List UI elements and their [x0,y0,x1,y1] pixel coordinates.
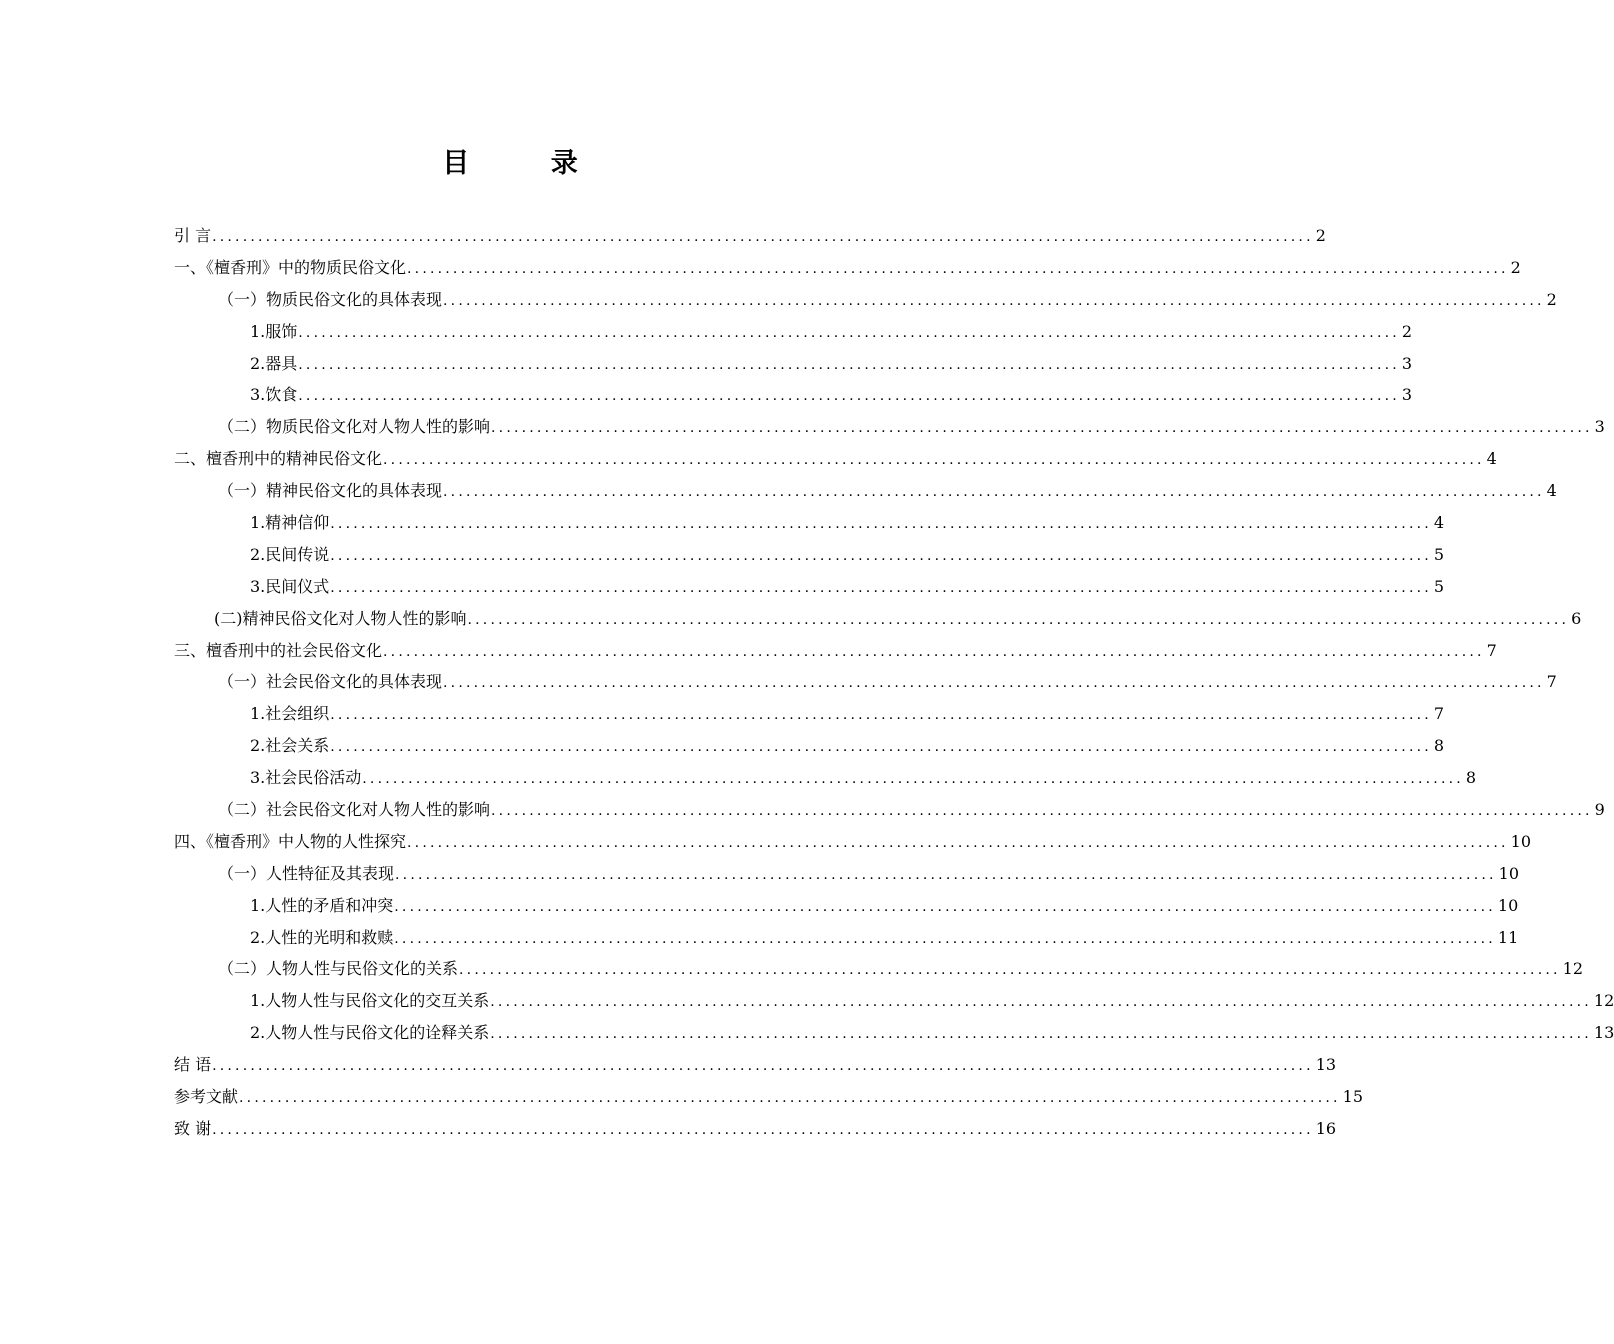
toc-entry-page-number: 8 [1465,768,1477,788]
toc-dot-leader: ................................................................................................................................................ [330,547,1432,564]
toc-entry-page-number: 3 [1401,385,1413,405]
toc-entry[interactable] [174,1081,1364,1113]
toc-entry-label: 1.服饰 [250,321,298,341]
toc-dot-leader: ................................................................................................................................................ [407,260,1509,277]
toc-entry-page-number: 2 [1546,289,1557,309]
toc-entry-label: （二）人物人性与民俗文化的关系 [218,959,459,979]
toc-entry-label: 一、《檀香刑》中的物质民俗文化 [174,257,407,277]
toc-entry-label: （二）社会民俗文化对人物人性的影响 [218,800,491,820]
toc-dot-leader: ................................................................................................................................................ [330,516,1432,533]
toc-entry[interactable] [174,1049,1337,1081]
toc-entry-page-number: 2 [1315,226,1326,245]
toc-list [174,220,1614,1145]
toc-entry-label: （二）物质民俗文化对人物人性的影响 [218,417,491,437]
toc-dot-leader: ................................................................................................................................................ [490,994,1592,1011]
toc-entry[interactable] [174,858,1520,890]
toc-entry[interactable] [174,922,1519,954]
toc-dot-leader: ................................................................................................................................................ [330,707,1432,724]
toc-dot-leader: ................................................................................................................................................ [330,579,1432,596]
toc-entry-page-number: 10 [1498,863,1520,883]
toc-dot-leader: ................................................................................................................................................ [239,1090,1341,1107]
toc-entry[interactable] [174,316,1413,348]
toc-entry[interactable] [174,348,1413,380]
toc-dot-leader: ................................................................................................................................................ [298,388,1400,405]
toc-entry-page-number: 12 [1562,959,1584,979]
toc-dot-leader: ................................................................................................................................................ [491,803,1593,820]
toc-entry-page-number: 5 [1433,544,1445,564]
toc-entry-label: 1.人性的矛盾和冲突 [250,895,394,915]
toc-entry-label: 参考文献 [174,1087,239,1107]
toc-title: 目 录 [442,148,614,179]
toc-entry[interactable] [174,379,1413,411]
toc-entry-label: 2.器具 [250,353,298,373]
toc-entry[interactable] [174,666,1557,698]
toc-dot-leader: ................................................................................................................................................ [212,1121,1314,1138]
toc-entry-page-number: 6 [1571,608,1582,628]
toc-entry-label: （一）社会民俗文化的具体表现 [218,672,443,692]
toc-entry-page-number: 7 [1433,704,1445,724]
toc-entry-label: 3.民间仪式 [250,576,330,596]
toc-entry-label: 2.民间传说 [250,544,330,564]
toc-entry[interactable] [174,252,1521,284]
toc-dot-leader: ................................................................................................................................................ [298,356,1400,373]
toc-entry[interactable] [174,539,1445,571]
toc-dot-leader: ................................................................................................................................................ [212,1058,1314,1075]
toc-dot-leader: ................................................................................................................................................ [394,898,1496,915]
toc-dot-leader: ................................................................................................................................................ [330,739,1432,756]
toc-dot-leader: ................................................................................................................................................ [383,643,1485,660]
toc-entry-page-number: 10 [1510,831,1532,851]
toc-entry-page-number: 3 [1401,353,1413,373]
toc-entry-page-number: 2 [1401,321,1413,341]
toc-entry-label: 四、《檀香刑》中人物的人性探究 [174,831,407,851]
toc-entry-label: （一）人性特征及其表现 [218,863,395,883]
toc-entry-page-number: 3 [1594,417,1605,437]
toc-dot-leader: ................................................................................................................................................ [394,930,1496,947]
toc-entry-page-number: 4 [1546,481,1557,501]
toc-entry-label: 三、檀香刑中的社会民俗文化 [174,640,383,660]
toc-dot-leader: ................................................................................................................................................ [490,1026,1592,1043]
toc-entry[interactable] [174,890,1519,922]
toc-entry-page-number: 9 [1594,800,1605,820]
toc-entry-label: 2.人性的光明和救赎 [250,927,394,947]
toc-entry[interactable] [174,985,1614,1017]
toc-entry-page-number: 16 [1315,1118,1337,1138]
toc-entry-page-number: 11 [1497,927,1519,947]
toc-entry-page-number: 10 [1497,895,1519,915]
toc-dot-leader: ................................................................................................................................................ [407,834,1509,851]
toc-dot-leader: ................................................................................................................................................ [467,611,1570,628]
toc-entry-label: 结 语 [174,1055,212,1075]
toc-dot-leader: ................................................................................................................................................ [212,229,1314,245]
toc-entry-label: 致 谢 [174,1118,212,1138]
toc-entry[interactable] [174,1017,1614,1049]
toc-entry-label: 1.人物人性与民俗文化的交互关系 [250,991,490,1011]
toc-entry-page-number: 7 [1546,672,1557,692]
toc-dot-leader: ................................................................................................................................................ [395,866,1497,883]
toc-entry-page-number: 5 [1433,576,1445,596]
toc-entry-label: 1.精神信仰 [250,513,330,533]
toc-entry[interactable] [174,603,1582,635]
toc-entry-page-number: 7 [1486,640,1497,660]
toc-entry-label: (二)精神民俗文化对人物人性的影响 [214,608,467,628]
toc-entry-page-number: 2 [1510,257,1521,277]
toc-entry-label: 2.人物人性与民俗文化的诠释关系 [250,1023,490,1043]
toc-entry-page-number: 4 [1433,513,1445,533]
toc-entry[interactable] [174,730,1445,762]
toc-entry-label: 1.社会组织 [250,704,330,724]
toc-entry[interactable] [174,507,1445,539]
toc-entry[interactable] [174,1113,1337,1145]
toc-entry[interactable] [174,443,1497,475]
toc-entry[interactable] [174,284,1557,316]
toc-entry-label: 3.社会民俗活动 [250,768,362,788]
toc-entry[interactable] [174,411,1605,443]
toc-entry-label: 二、檀香刑中的精神民俗文化 [174,449,383,469]
toc-entry[interactable] [174,953,1584,985]
toc-entry[interactable] [174,635,1497,667]
toc-dot-leader: ................................................................................................................................................ [362,771,1464,788]
toc-entry-page-number: 13 [1593,1023,1614,1043]
toc-dot-leader: ................................................................................................................................................ [491,420,1593,437]
toc-entry-page-number: 4 [1486,449,1497,469]
toc-entry[interactable] [174,571,1445,603]
toc-dot-leader: ................................................................................................................................................ [443,292,1545,309]
toc-dot-leader: ................................................................................................................................................ [383,452,1485,469]
toc-dot-leader: ................................................................................................................................................ [298,324,1400,341]
toc-dot-leader: ................................................................................................................................................ [443,484,1545,501]
toc-entry[interactable] [174,826,1532,858]
toc-dot-leader: ................................................................................................................................................ [443,675,1545,692]
toc-entry-page-number: 12 [1593,991,1614,1011]
toc-entry[interactable] [174,475,1557,507]
toc-entry-label: （一）物质民俗文化的具体表现 [218,289,443,309]
toc-entry[interactable] [174,794,1605,826]
toc-entry-label: 3.饮食 [250,385,298,405]
toc-entry[interactable] [174,220,1326,252]
toc-entry[interactable] [174,698,1445,730]
toc-entry-label: （一）精神民俗文化的具体表现 [218,481,443,501]
toc-entry-page-number: 8 [1433,736,1445,756]
toc-entry-page-number: 13 [1315,1055,1337,1075]
toc-dot-leader: ................................................................................................................................................ [459,962,1561,979]
toc-entry[interactable] [174,762,1477,794]
toc-entry-label: 2.社会关系 [250,736,330,756]
toc-entry-page-number: 15 [1342,1087,1364,1107]
toc-entry-label: 引 言 [174,226,212,245]
